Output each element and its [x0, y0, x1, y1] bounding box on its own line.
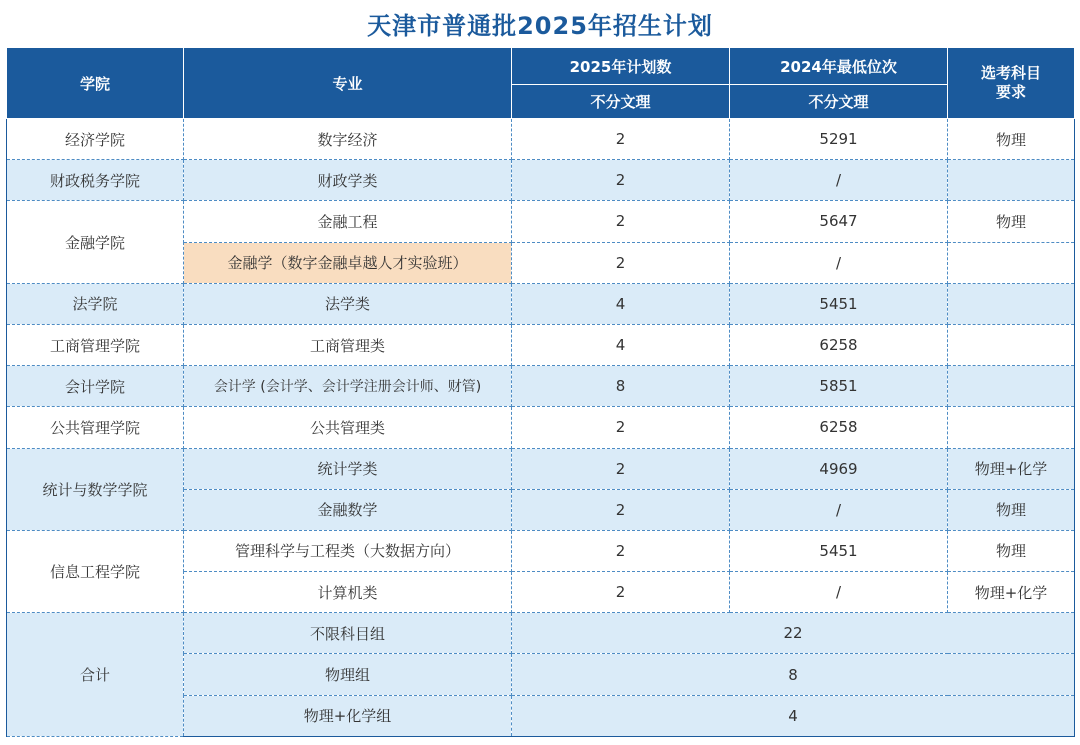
plan-cell: 4: [512, 324, 730, 365]
requirement-cell: 物理: [948, 489, 1075, 530]
rank-cell: 5451: [730, 530, 948, 571]
major-cell: 会计学 (会计学、会计学注册会计师、财管): [184, 366, 512, 407]
college-cell: 工商管理学院: [7, 324, 184, 365]
major-cell: 统计学类: [184, 448, 512, 489]
table-row: [7, 201, 1075, 242]
rank-cell: 4969: [730, 448, 948, 489]
requirement-cell: 物理+化学: [948, 572, 1075, 613]
table-body: [7, 119, 1075, 737]
college-cell: 公共管理学院: [7, 407, 184, 448]
plan-cell: 2: [512, 407, 730, 448]
requirement-cell: 物理: [948, 201, 1075, 242]
total-group-name: 不限科目组: [184, 613, 512, 654]
total-group-name: 物理组: [184, 654, 512, 695]
requirement-cell: [948, 324, 1075, 365]
requirement-cell: [948, 407, 1075, 448]
table-row: [7, 448, 1075, 489]
plan-cell: 2: [512, 448, 730, 489]
plan-cell: 8: [512, 366, 730, 407]
total-label: 合计: [7, 613, 184, 737]
total-group-value: 22: [512, 613, 1075, 654]
plan-cell: 4: [512, 283, 730, 324]
plan-cell: 2: [512, 160, 730, 201]
plan-cell: 2: [512, 119, 730, 160]
major-cell: 法学类: [184, 283, 512, 324]
rank-cell: 5291: [730, 119, 948, 160]
total-group-name: 物理+化学组: [184, 695, 512, 736]
header-major: 专业: [184, 48, 512, 119]
rank-cell: 5851: [730, 366, 948, 407]
header-requirement: 选考科目 要求: [948, 48, 1075, 119]
header-plan-2025: 2025年计划数: [512, 48, 730, 85]
major-cell-highlighted: 金融学（数字金融卓越人才实验班）: [184, 242, 512, 283]
header-college: 学院: [7, 48, 184, 119]
table-row: [7, 160, 1075, 201]
college-cell: 经济学院: [7, 119, 184, 160]
table-row: [7, 119, 1075, 160]
requirement-cell: [948, 160, 1075, 201]
requirement-cell: [948, 366, 1075, 407]
header-rank-2024: 2024年最低位次: [730, 48, 948, 85]
plan-cell: 2: [512, 572, 730, 613]
table-row: [7, 324, 1075, 365]
plan-cell: 2: [512, 530, 730, 571]
rank-cell: /: [730, 572, 948, 613]
requirement-cell: 物理: [948, 119, 1075, 160]
table-row: [7, 530, 1075, 571]
requirement-cell: 物理+化学: [948, 448, 1075, 489]
enrollment-plan-table: [6, 47, 1075, 737]
college-cell: 金融学院: [7, 201, 184, 283]
rank-cell: 6258: [730, 407, 948, 448]
major-cell: 公共管理类: [184, 407, 512, 448]
plan-cell: 2: [512, 489, 730, 530]
rank-cell: 5647: [730, 201, 948, 242]
major-cell: 工商管理类: [184, 324, 512, 365]
table-row: [7, 366, 1075, 407]
college-cell: 财政税务学院: [7, 160, 184, 201]
major-cell: 金融数学: [184, 489, 512, 530]
table-header: [7, 48, 1075, 119]
plan-cell: 2: [512, 242, 730, 283]
college-cell: 会计学院: [7, 366, 184, 407]
rank-cell: /: [730, 242, 948, 283]
college-cell: 信息工程学院: [7, 530, 184, 612]
college-cell: 法学院: [7, 283, 184, 324]
major-cell: 金融工程: [184, 201, 512, 242]
requirement-cell: 物理: [948, 530, 1075, 571]
rank-cell: /: [730, 489, 948, 530]
total-row: [7, 613, 1075, 654]
table-row: [7, 283, 1075, 324]
rank-cell: 5451: [730, 283, 948, 324]
header-plan-sub: 不分文理: [512, 85, 730, 119]
plan-cell: 2: [512, 201, 730, 242]
major-cell: 管理科学与工程类（大数据方向）: [184, 530, 512, 571]
major-cell: 计算机类: [184, 572, 512, 613]
requirement-cell: [948, 242, 1075, 283]
rank-cell: /: [730, 160, 948, 201]
college-cell: 统计与数学学院: [7, 448, 184, 530]
major-cell: 数字经济: [184, 119, 512, 160]
major-cell: 财政学类: [184, 160, 512, 201]
rank-cell: 6258: [730, 324, 948, 365]
total-group-value: 8: [512, 654, 1075, 695]
total-group-value: 4: [512, 695, 1075, 736]
table-row: [7, 407, 1075, 448]
header-rank-sub: 不分文理: [730, 85, 948, 119]
requirement-cell: [948, 283, 1075, 324]
page-title: 天津市普通批2025年招生计划: [367, 12, 713, 40]
